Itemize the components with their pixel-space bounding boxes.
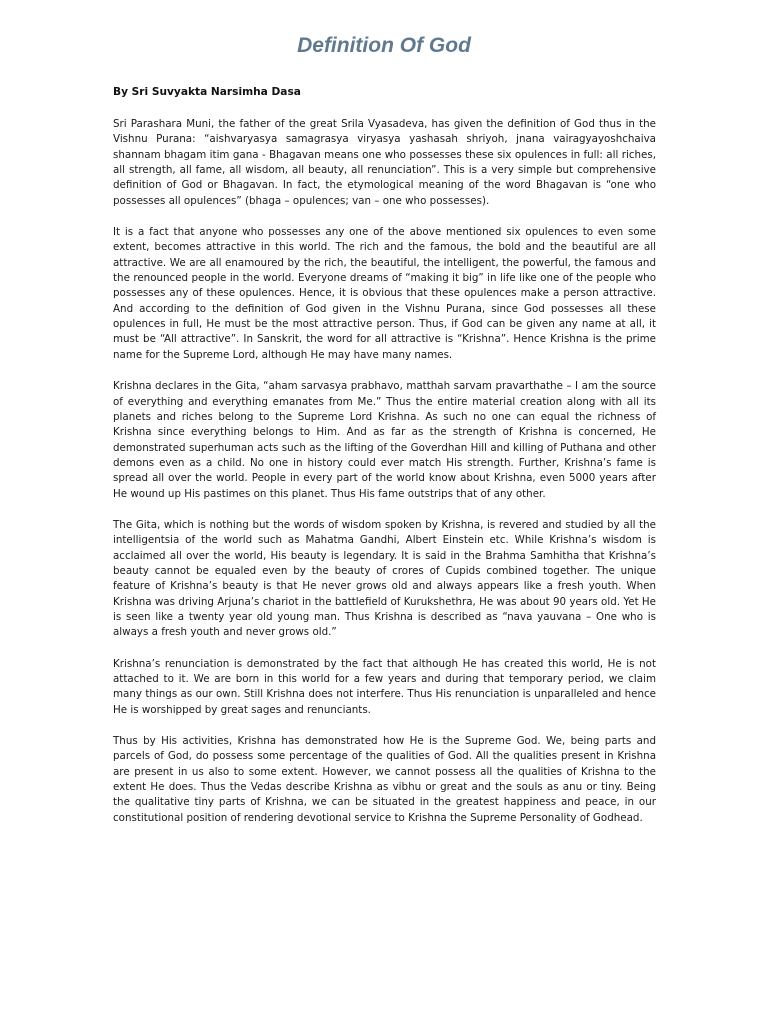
paragraph-2: It is a fact that anyone who possesses any one of the above mentioned six opulences to even some extent, becomes attractive in this world. The rich and the famous, the bold and the beautiful are all attractive. We are all enamoured by the rich, the beautiful, the intelligent, the powerful, the famous and the renounced people in the world. Everyone dreams of “making it big” in life like one of the people who possesses any of these opulences. Hence, it is obvious that these opulences make a person attractive. And according to the definition of God given in the Vishnu Purana, since God possesses all these opulences in full, He must be the most attractive person. Thus, if God can be given any name at all, it must be “All attractive”. In Sanskrit, the word for all attractive is “Krishna”. Hence Krishna is the prime name for the Supreme Lord, although He may have many names. [113,226,656,361]
paragraph-1: Sri Parashara Muni, the father of the great Srila Vyasadeva, has given the definition of God thus in the Vishnu Purana: “aishvaryasya samagrasya viryasya yashasah shriyoh, jnana vairagyayoshchaiva shannam bhagam itim gana - Bhagavan means one who possesses these six opulences in full: all riches, all strength, all fame, all wisdom, all beauty, all renunciation”. This is a very simple but comprehensive definition of God or Bhagavan. In fact, the etymological meaning of the word Bhagavan is “one who possesses all opulences” (bhaga – opulences; van – one who possesses). [113,118,656,207]
page-title: Definition Of God [297,34,471,57]
paragraph-5: Krishna’s renunciation is demonstrated by the fact that although He has created this world, He is not attached to it. We are born in this world for a few years and during that temporary period, we claim many things as our own. Still Krishna does not interfere. Thus His renunciation is unparalleled and hence He is worshipped by great sages and renunciants. [113,657,656,716]
paragraph-4: The Gita, which is nothing but the words of wisdom spoken by Krishna, is revered and studied by all the intelligentsia of the world such as Mahatma Gandhi, Albert Einstein etc. While Krishna’s wisdom is acclaimed all over the world, His beauty is legendary. It is said in the Brahma Samhitha that Krishna’s beauty cannot be equaled even by the beauty of crores of Cupids combined together. The unique feature of Krishna’s beauty is that He never grows old and always appears like a fresh youth. When Krishna was driving Arjuna’s chariot in the battlefield of Kurukshethra, He was about 90 years old. Yet He is seen like a twenty year old young man. Thus Krishna is described as “nava yauvana – One who is always a fresh youth and never grows old.” [113,518,656,639]
paragraph-6: Thus by His activities, Krishna has demonstrated how He is the Supreme God. We, being parts and parcels of God, do possess some percentage of the qualities of God. All the qualities present in Krishna are present in us also to some extent. However, we cannot possess all the qualities of Krishna to the extent He does. Thus the Vedas describe Krishna as vibhu or great and the souls as anu or tiny. Being the qualitative tiny parts of Krishna, we can be situated in the greatest happiness and peace, in our constitutional position of rendering devotional service to Krishna the Supreme Personality of Godhead. [113,735,656,824]
paragraph-3: Krishna declares in the Gita, “aham sarvasya prabhavo, matthah sarvam pravarthathe – I am the source of everything and everything emanates from Me.” Thus the entire material creation along with all its planets and riches belong to the Supreme Lord Krishna. As such no one can equal the richness of Krishna since everything belongs to Him. And as far as the strength of Krishna is concerned, He demonstrated superhuman acts such as the lifting of the Goverdhan Hill and killing of Puthana and other demons even as a child. No one in history could ever match His strength. Further, Krishna’s fame is spread all over the world. People in every part of the world know about Krishna, even 5000 years after He wound up His pastimes on this planet. Thus His fame outstrips that of any other. [113,380,656,500]
article-body [113,117,656,842]
author-byline: By Sri Suvyakta Narsimha Dasa [113,86,301,98]
